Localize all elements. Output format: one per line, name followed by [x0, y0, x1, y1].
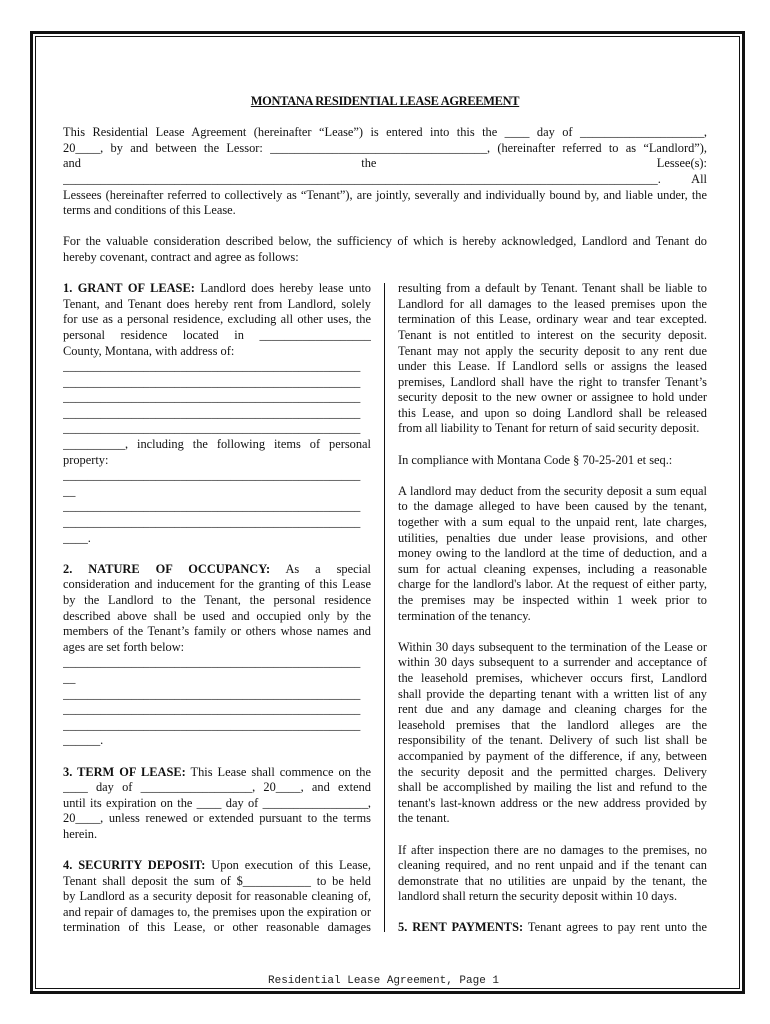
text-line: County, Montana, with address of: — [63, 343, 235, 358]
text-line: within 30 days subsequent to a surrender and acceptance of — [398, 655, 707, 670]
text-line — [63, 562, 371, 578]
paragraph — [398, 453, 707, 469]
text-line: shall be accomplished by mailing the list and refund to the — [398, 780, 707, 795]
paragraph — [63, 765, 371, 843]
text-line: this Lease, and upon so doing Landlord shall be released — [398, 405, 707, 420]
text-line: cleaning required, and no rent unpaid and if the tenant can — [398, 858, 707, 873]
section-block — [63, 858, 371, 936]
text-line: In compliance with Montana Code § 70-25-201 et seq.: — [398, 452, 673, 467]
section-text: This Lease shall commence on the — [185, 764, 371, 779]
text-line: accompanied by payment of the difference, if any, between — [398, 748, 707, 763]
text-line: ________________________________________________ — [63, 717, 361, 732]
two-column-body — [63, 281, 707, 941]
left-column — [63, 281, 371, 936]
text-line: by the Landlord to the Tenant, the personal residence — [63, 593, 371, 607]
text-line: If after inspection there are no damages to the premises, no — [398, 842, 707, 857]
text-line: security deposit to the new owner or assignee to hold under — [398, 390, 707, 405]
text-line: together with a sum equal to the unpaid rent, late charges, — [398, 515, 707, 530]
section-block — [398, 453, 707, 469]
section-heading: 5. RENT PAYMENTS: — [398, 920, 524, 935]
text-line: This Residential Lease Agreement (hereinafter “Lease”) is entered into this the ____ day of ____________________, — [63, 125, 707, 140]
text-line: ____ day of __________________, 20____, and extend — [63, 780, 371, 795]
text-line: ages are set forth below: — [63, 639, 185, 654]
text-line: ________________________________________________ — [63, 421, 361, 436]
text-line — [63, 281, 371, 297]
text-line: Landlord for all damages to the leased premises upon the — [398, 296, 707, 311]
page-footer: Residential Lease Agreement, Page 1 — [268, 975, 500, 987]
text-line: For the valuable consideration described below, the sufficiency of which is hereby acknowledged, Landlord and Tenant do — [63, 234, 707, 249]
text-line: ________________________________________________ — [63, 515, 361, 530]
section-heading: 3. TERM OF LEASE: — [63, 764, 186, 779]
text-line: members of the Tenant’s family or others whose names and — [63, 624, 371, 639]
text-line: under this Lease. If Landlord sells or assigns the leased — [398, 359, 707, 374]
text-line: termination of the tenancy. — [398, 608, 531, 623]
section-block — [398, 843, 707, 905]
text-line: 20____, unless renewed or extended pursuant to the terms — [63, 811, 371, 826]
text-line: rent due and any damage and cleaning charges for the — [398, 702, 707, 717]
column-divider — [384, 283, 385, 932]
text-line: termination of this Lease, or other reasonable damages — [63, 920, 371, 935]
text-line: described above shall be used and occupied only by the — [63, 608, 371, 623]
paragraph — [63, 359, 371, 468]
blank-line — [63, 843, 371, 859]
text-line: __ — [63, 670, 76, 685]
text-line: Tenant is not entitled to interest on the security deposit. — [398, 327, 707, 342]
paragraph — [63, 687, 371, 749]
text-line: ________________________________________________ — [63, 468, 361, 483]
text-line: leasehold premises that the landlord alleges are the — [398, 717, 707, 732]
text-line — [398, 920, 707, 936]
section-block — [398, 281, 707, 437]
section-text: As a special — [270, 561, 371, 576]
text-line: ________________________________________________ — [63, 359, 361, 374]
text-line: and repair of damages to, the premises upon the expiration or — [63, 904, 371, 919]
section-heading: 4. SECURITY DEPOSIT: — [63, 858, 206, 873]
text-line — [63, 765, 371, 781]
section-block — [398, 484, 707, 624]
section-text: Tenant agrees to pay rent unto the — [523, 920, 707, 935]
text-line: ______. — [63, 733, 104, 748]
text-line: and the Lessee(s): — [63, 156, 707, 171]
text-line: tenant's last-known address or the new address provided by — [398, 795, 707, 810]
right-column — [398, 281, 707, 936]
text-line: money owing to the landlord at the time of deduction, and a — [398, 546, 707, 561]
paragraph — [63, 125, 707, 219]
text-line: for use as a personal residence, excluding all other uses, the — [63, 312, 371, 327]
section-block — [398, 920, 707, 936]
text-line: Within 30 days subsequent to the termination of the Lease or — [398, 639, 707, 654]
text-line: from all liability to Tenant for return of said security deposit. — [398, 421, 700, 436]
document-page — [63, 94, 707, 941]
blank-line — [398, 905, 707, 921]
paragraph — [63, 655, 371, 686]
section-block — [63, 765, 371, 843]
text-line: resulting from a default by Tenant. Tenant shall be liable to — [398, 281, 707, 296]
text-line: ________________________________________________ — [63, 499, 361, 514]
text-line: ________________________________________________ — [63, 655, 361, 670]
section-heading: 2. NATURE OF OCCUPANCY: — [63, 561, 271, 576]
text-line — [63, 858, 371, 874]
blank-line — [398, 437, 707, 453]
text-line: shall provide the departing tenant with a written list of any — [398, 686, 707, 701]
blank-line — [63, 749, 371, 765]
paragraph — [63, 858, 371, 936]
text-line: consideration and inducement for the granting of this Lease — [63, 577, 371, 592]
blank-line — [398, 827, 707, 843]
text-line: Tenant shall deposit the sum of $___________ to be held — [63, 873, 371, 888]
text-line: property: — [63, 452, 109, 467]
text-line: ________________________________________________ — [63, 374, 361, 389]
paragraph — [63, 468, 371, 499]
text-line: A landlord may deduct from the security deposit a sum equal — [398, 483, 707, 498]
text-line: utilities, penalties due under lease provisions, and other — [398, 530, 707, 545]
text-line: ________________________________________________ — [63, 390, 361, 405]
text-line: terms and conditions of this Lease. — [63, 203, 236, 218]
text-line: premises, Landlord shall have the right to transfer Tenant’s — [398, 374, 707, 389]
paragraph — [398, 281, 707, 437]
section-heading: 1. GRANT OF LEASE: — [63, 281, 195, 296]
paragraph — [398, 484, 707, 624]
section-block — [63, 281, 371, 546]
text-line: Tenant, and Tenant does hereby rent from Landlord, solely — [63, 296, 371, 311]
text-line: responsibility of the tenant. Delivery of such list shall be — [398, 733, 707, 748]
text-line: the security deposit and the permitted charges. Delivery — [398, 764, 707, 779]
text-line: the premises may be inspected within 1 week prior to — [398, 593, 707, 607]
paragraph — [398, 920, 707, 936]
text-line: Tenant may not apply the security deposit to any rent due — [398, 343, 707, 358]
blank-line — [63, 546, 371, 562]
section-text: Upon execution of this Lease, — [205, 858, 371, 873]
section-text: Landlord does hereby lease unto — [194, 281, 371, 296]
blank-line — [398, 624, 707, 640]
text-line: landlord shall return the security deposit within 10 days. — [398, 889, 678, 904]
text-line: ________________________________________________ — [63, 686, 361, 701]
text-line: the leasehold premises, whichever occurs first, Landlord — [398, 670, 707, 685]
text-line: __________, including the following items of personal — [63, 437, 371, 452]
text-line: Lessees (hereinafter referred to collectively as “Tenant”), are jointly, severally and individually bound by, and liable under, the — [63, 187, 707, 202]
section-block — [63, 562, 371, 749]
text-line: ________________________________________________________________________________________________. All — [63, 171, 707, 186]
text-line: charge for the landlord's labor. At the request of either party, — [398, 577, 707, 592]
blank-line — [63, 219, 707, 235]
text-line: the tenant. — [398, 811, 450, 826]
text-line: by Landlord as a security deposit for reasonable cleaning of, — [63, 889, 371, 904]
section-block — [398, 640, 707, 827]
paragraph — [63, 562, 371, 656]
text-line: sum for actual cleaning expenses, including a reasonable — [398, 561, 707, 576]
paragraph — [63, 281, 371, 359]
intro-section — [63, 125, 707, 265]
text-line: until its expiration on the ____ day of _________________, — [63, 795, 371, 810]
text-line: personal residence located in __________________ — [63, 327, 371, 342]
text-line: ________________________________________________ — [63, 702, 361, 717]
text-line: termination of this Lease, ordinary wear and tear excepted. — [398, 312, 707, 327]
text-line: herein. — [63, 826, 98, 841]
text-line: ________________________________________________ — [63, 405, 361, 420]
blank-line — [398, 468, 707, 484]
text-line: demonstrate that no utilities are unpaid by the tenant, the — [398, 873, 707, 888]
paragraph — [398, 843, 707, 905]
text-line: __ — [63, 483, 76, 498]
text-line: to the damage alleged to have been caused by the tenant, — [398, 499, 707, 514]
paragraph — [63, 499, 371, 546]
text-line: hereby covenant, contract and agree as follows: — [63, 249, 299, 264]
text-line: 20____, by and between the Lessor: ___________________________________, (hereinafter referred to as “Landlord”), — [63, 140, 707, 155]
document-title: MONTANA RESIDENTIAL LEASE AGREEMENT — [250, 94, 520, 108]
text-line: ____. — [63, 530, 91, 545]
paragraph — [63, 234, 707, 265]
paragraph — [398, 640, 707, 827]
